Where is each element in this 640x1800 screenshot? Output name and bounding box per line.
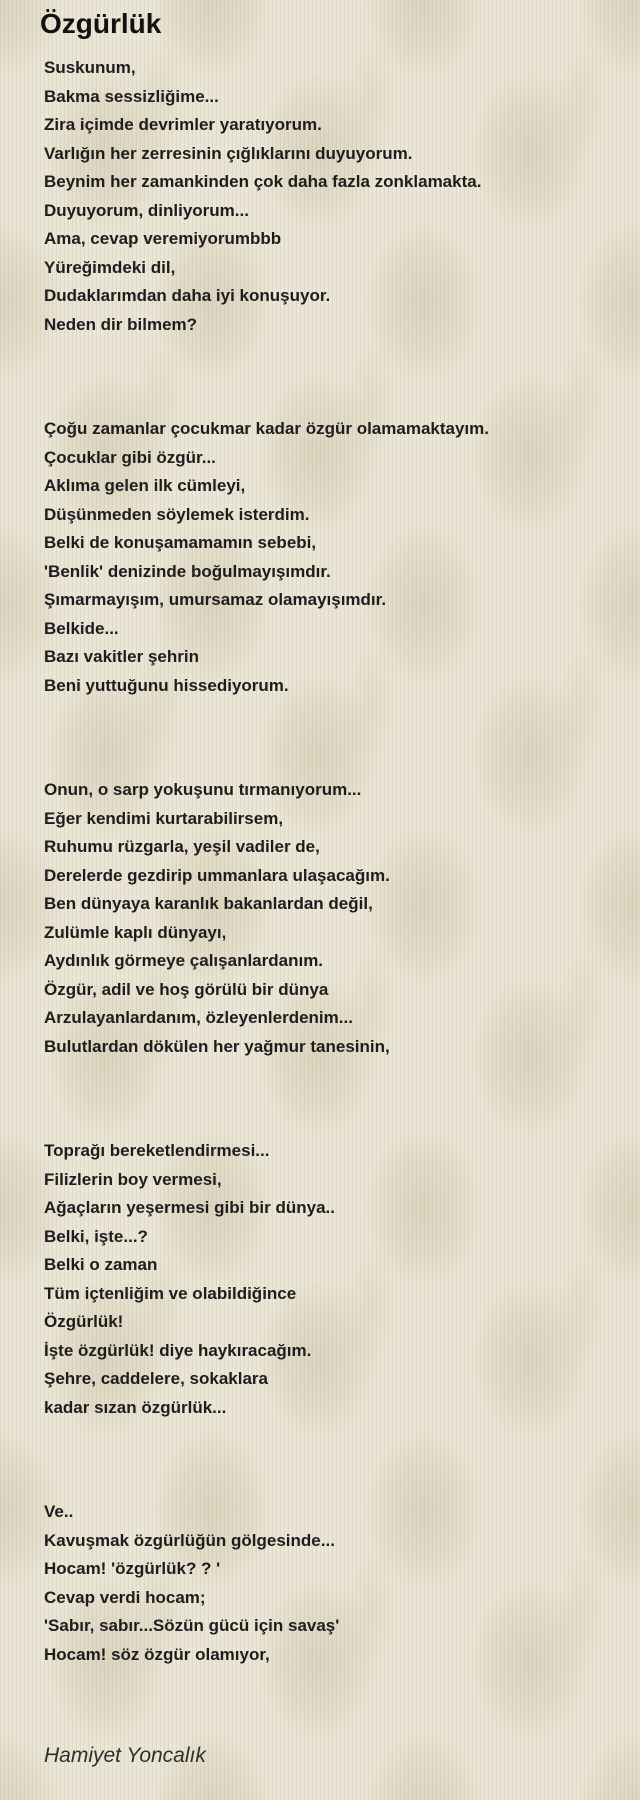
poem-line: İşte özgürlük! diye haykıracağım. bbox=[44, 1340, 312, 1360]
poem-line: Kavuşmak özgürlüğün gölgesinde... bbox=[44, 1530, 335, 1550]
poem-line: 'Benlik' denizinde boğulmayışımdır. bbox=[44, 561, 331, 581]
poem-line: Toprağı bereketlendirmesi... bbox=[44, 1141, 270, 1160]
poem-line: 'Sabır, sabır...Sözün gücü için savaş' bbox=[44, 1616, 340, 1635]
poem-line: Duyuyorum, dinliyorum... bbox=[44, 200, 249, 220]
poem-line: Belki o zaman bbox=[44, 1255, 158, 1274]
poem-line: Hocam! 'özgürlük? ? ' bbox=[44, 1559, 221, 1578]
poem-stanza bbox=[44, 54, 640, 339]
poem-line: Neden dir bilmem? bbox=[44, 314, 198, 334]
poem-stanza bbox=[44, 1498, 640, 1669]
poem-line: Şımarmayışım, umursamaz olamayışımdır. bbox=[44, 590, 387, 609]
poem-line: Cevap verdi hocam; bbox=[44, 1587, 206, 1607]
poem-title: Özgürlük bbox=[40, 8, 162, 39]
author-signature: Hamiyet Yoncalık bbox=[44, 1744, 206, 1767]
poem-line: Aydınlık görmeye çalışanlardanım. bbox=[44, 951, 324, 970]
poem-line: Derelerde gezdirip ummanlara ulaşacağım. bbox=[44, 865, 390, 885]
poem-line: Aklıma gelen ilk cümleyi, bbox=[44, 476, 246, 495]
poem-line: Ben dünyaya karanlık bakanlardan değil, bbox=[44, 894, 373, 913]
poem-line: Düşünmeden söylemek isterdim. bbox=[44, 504, 310, 524]
poem-line: Suskunum, bbox=[44, 58, 136, 77]
poem-line: Çocuklar gibi özgür... bbox=[44, 447, 216, 467]
poem-body bbox=[44, 54, 640, 1669]
poem-line: Ağaçların yeşermesi gibi bir dünya.. bbox=[44, 1198, 335, 1217]
poem-line: Çoğu zamanlar çocukmar kadar özgür olamamaktayım. bbox=[44, 419, 489, 438]
poem-line: Belki, işte...? bbox=[44, 1226, 148, 1246]
poem-line: Eğer kendimi kurtarabilirsem, bbox=[44, 808, 284, 828]
poem-line: Belki de konuşamamamın sebebi, bbox=[44, 533, 317, 552]
poem-line: Varlığın her zerresinin çığlıklarını duyuyorum. bbox=[44, 143, 413, 163]
poem-line: Özgür, adil ve hoş görülü bir dünya bbox=[44, 979, 329, 999]
poem-line: Belkide... bbox=[44, 618, 119, 638]
poem-line: Zira içimde devrimler yaratıyorum. bbox=[44, 115, 322, 134]
poem-line: Ama, cevap veremiyorumbbb bbox=[44, 229, 282, 248]
poem-stanza bbox=[44, 415, 640, 700]
poem-line: Bulutlardan dökülen her yağmur tanesinin, bbox=[44, 1036, 390, 1056]
poem-line: Özgürlük! bbox=[44, 1312, 124, 1331]
poem-line: Beni yuttuğunu hissediyorum. bbox=[44, 675, 289, 695]
poem-line: Onun, o sarp yokuşunu tırmanıyorum... bbox=[44, 780, 362, 799]
poem-line: Beynim her zamankinden çok daha fazla zonklamakta. bbox=[44, 172, 482, 191]
poem-line: Bakma sessizliğime... bbox=[44, 86, 219, 106]
poem-line: kadar sızan özgürlük... bbox=[44, 1397, 227, 1417]
poem-line: Hocam! söz özgür olamıyor, bbox=[44, 1644, 270, 1664]
poem-line: Dudaklarımdan daha iyi konuşuyor. bbox=[44, 286, 331, 305]
poem-stanza bbox=[44, 1137, 640, 1422]
poem-line: Ve.. bbox=[44, 1502, 74, 1521]
poem-line: Şehre, caddelere, sokaklara bbox=[44, 1369, 268, 1388]
poem-line: Ruhumu rüzgarla, yeşil vadiler de, bbox=[44, 837, 320, 856]
poem-line: Zulümle kaplı dünyayı, bbox=[44, 922, 227, 942]
poem-line: Filizlerin boy vermesi, bbox=[44, 1169, 222, 1189]
poem-line: Arzulayanlardanım, özleyenlerdenim... bbox=[44, 1008, 353, 1027]
poem-line: Yüreğimdeki dil, bbox=[44, 257, 176, 277]
poem-line: Tüm içtenliğim ve olabildiğince bbox=[44, 1283, 297, 1303]
poem-line: Bazı vakitler şehrin bbox=[44, 647, 199, 666]
poem-stanza bbox=[44, 776, 640, 1061]
